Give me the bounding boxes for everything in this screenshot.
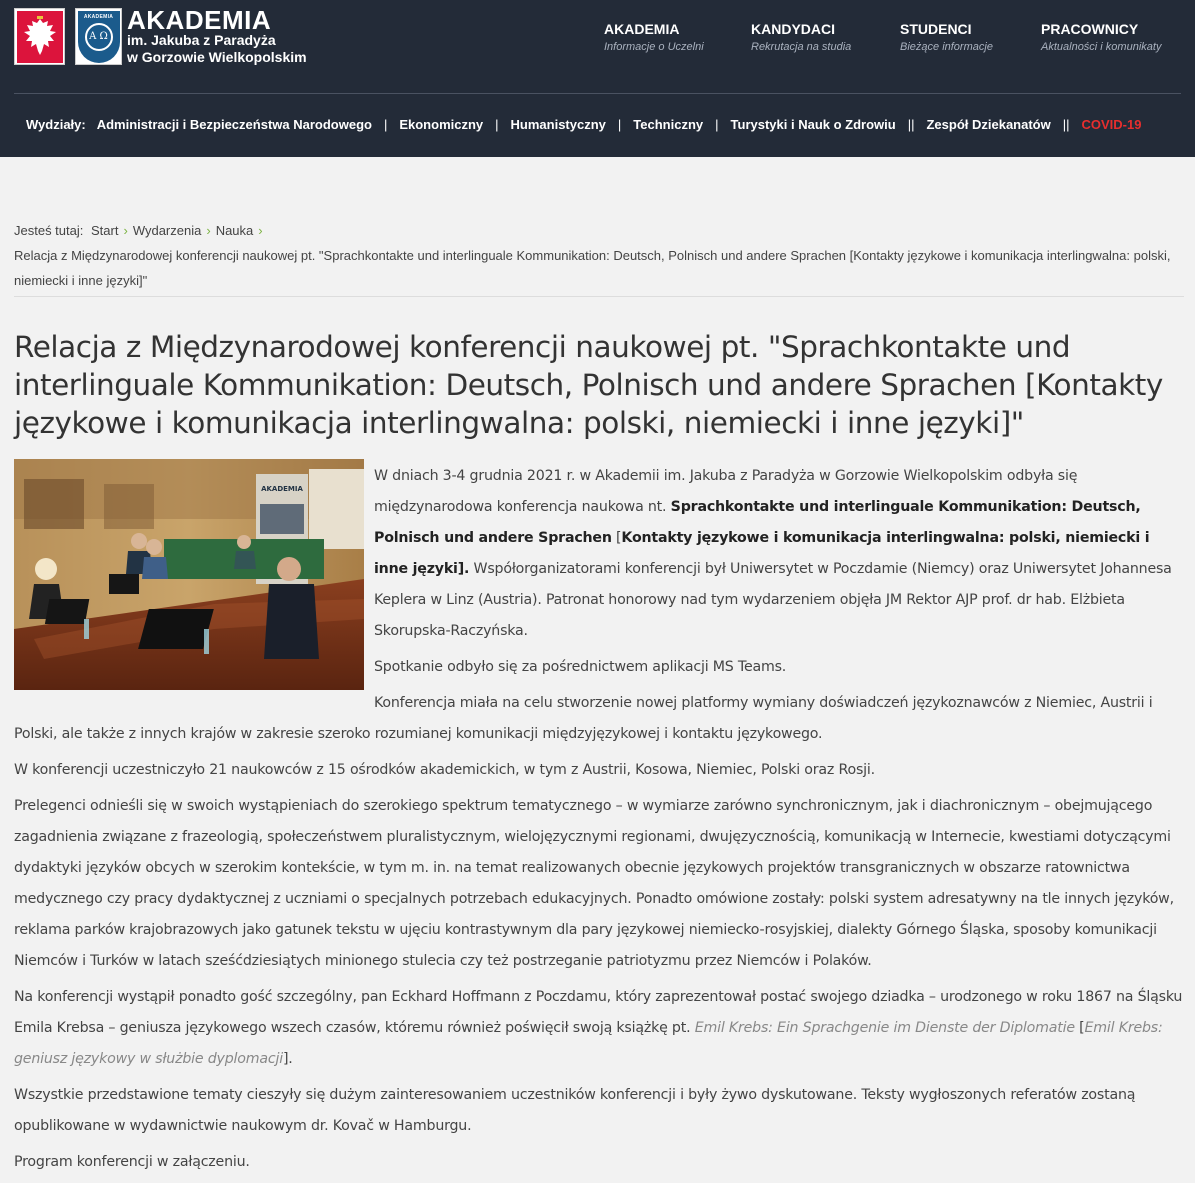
- nav-pracownicy[interactable]: PRACOWNICY Aktualności i komunikaty: [1041, 21, 1162, 53]
- main-nav: [604, 20, 1161, 56]
- site-header: [0, 0, 1195, 157]
- breadcrumb-wydarzenia[interactable]: Wydarzenia: [132, 223, 202, 238]
- faculties-nav: Wydziały: Administracji i Bezpieczeństwa Narodowego | Ekonomiczny | Humanistyczny | Techniczny | Turystyki i Nauk o Zdrowiu || Zespół Dziekanatów || COVID-19: [26, 117, 1142, 132]
- chevron-right-icon: ›: [258, 223, 263, 238]
- nav-kandydaci[interactable]: KANDYDACI Rekrutacja na studia: [751, 21, 852, 53]
- logo-line1: im. Jakuba z Paradyża: [127, 32, 276, 48]
- breadcrumb-nauka[interactable]: Nauka: [215, 223, 254, 238]
- breadcrumb-label: Jesteś tutaj:: [14, 223, 84, 238]
- faculty-link-ekonomiczny[interactable]: Ekonomiczny: [399, 117, 484, 132]
- faculty-link-administracji[interactable]: Administracji i Bezpieczeństwa Narodowego: [96, 117, 372, 132]
- nav-akademia[interactable]: AKADEMIA Informacje o Uczelni: [604, 21, 704, 53]
- dean-office-link[interactable]: Zespół Dziekanatów: [926, 117, 1051, 132]
- crest-text: AKADEMIA: [83, 13, 114, 20]
- header-divider: [14, 93, 1181, 94]
- article-paragraph: Prelegenci odnieśli się w swoich wystąpieniach do szerokiego spektrum tematycznego – w wymiarze zarówno synchronicznym, jak i diachronicznym – obejmującego zagadnienia związane z frazeologią, społeczeństwem pluralistycznym, wielojęzycznymi regionami, dwujęzycznością, komunikacją w Internecie, kwestiami dotyczącymi dydaktyki języków obcych w szerokim kontekście, w tym m. in. na temat realizowanych obecnie językowych projektów transgranicznych w obszarze ratownictwa medycznego czy pracy dydaktycznej z uczniami o specjalnych potrzebach edukacyjnych. Ponadto omówione zostały: polski system adresatywny na tle innych języków, reklama parków krajobrazowych jako gatunek tekstu w ujęciu kontrastywnym dla pary językowej niemiecko-rosyjskiej, dialekty Górnego Śląska, sposoby komunikacji Niemców i Turków w latach sześćdziesiątych minionego stulecia czy też postrzeganie patriotyzmu przez Niemców i Polaków.: [14, 798, 1174, 969]
- breadcrumb: [14, 218, 1184, 293]
- faculty-link-techniczny[interactable]: Techniczny: [633, 117, 704, 132]
- faculties-label: Wydziały:: [26, 117, 86, 132]
- article-paragraph: Wszystkie przedstawione tematy cieszyły się dużym zainteresowaniem uczestników konferencji i były żywo dyskutowane. Teksty wygłoszonych referatów zostaną opublikowane w wydawnictwie naukowym dr. Kovač w Hamburgu.: [14, 1087, 1136, 1134]
- article-body: [14, 461, 1184, 1183]
- academy-crest-icon: AKADEMIA Α Ω: [75, 8, 122, 65]
- breadcrumb-current: Relacja z Międzynarodowej konferencji naukowej pt. "Sprachkontakte und interlinguale Kommunikation: Deutsch, Polnisch und andere Sprachen [Kontakty językowe i komunikacja interlingwalna: polski, niemiecki i inne języki]": [14, 248, 1171, 288]
- chevron-right-icon: ›: [206, 223, 211, 238]
- article-paragraph: Na konferencji wystąpił ponadto gość szczególny, pan Eckhard Hoffmann z Poczdamu, który zaprezentował postać swojego dziadka – urodzonego w roku 1867 na Śląsku Emila Krebsa – geniusza językowego wszech czasów, któremu również poświęcił swoją książkę pt. Emil Krebs: Ein Sprachgenie im Dienste der Diplomatie [Emil Krebs: geniusz językowy w służbie dyplomacji].: [14, 989, 1183, 1067]
- banner-text: AKADEMIA: [261, 485, 303, 493]
- article-paragraph: Program konferencji w załączeniu.: [14, 1154, 250, 1170]
- nav-studenci[interactable]: STUDENCI Bieżące informacje: [900, 21, 993, 53]
- faculty-link-humanistyczny[interactable]: Humanistyczny: [510, 117, 606, 132]
- faculty-link-turystyki[interactable]: Turystyki i Nauk o Zdrowiu: [730, 117, 896, 132]
- logo-title: AKADEMIA: [127, 5, 272, 35]
- article-title: Relacja z Międzynarodowej konferencji naukowej pt. "Sprachkontakte und interlinguale Kommunikation: Deutsch, Polnisch und andere Sprachen [Kontakty językowe i komunikacja interlingwalna: polski, niemiecki i inne języki]": [14, 330, 1163, 440]
- covid-link[interactable]: COVID-19: [1081, 117, 1142, 132]
- article-paragraph: W dniach 3-4 grudnia 2021 r. w Akademii im. Jakuba z Paradyża w Gorzowie Wielkopolskim odbyła się międzynarodowa konferencja naukowa nt. Sprachkontakte und interlinguale Kommunikation: Deutsch, Polnisch und andere Sprachen [Kontakty językowe i komunikacja interlingwalna: polski, niemiecki i inne języki]. Współorganizatorami konferencji był Uniwersytet w Poczdamie (Niemcy) oraz Uniwersytet Johannesa Keplera w Linz (Austria). Patronat honorowy nad tym wydarzeniem objęła JM Rektor AJP prof. dr hab. Elżbieta Skorupska-Raczyńska.: [374, 468, 1172, 639]
- breadcrumb-start[interactable]: Start: [91, 223, 119, 238]
- logo[interactable]: [14, 5, 307, 66]
- article-paragraph: Konferencja miała na celu stworzenie nowej platformy wymiany doświadczeń językoznawców z Niemiec, Austrii i Polski, ale także z innych krajów w zakresie szeroko rozumianej komunikacji międzyjęzykowej i kontaktu językowego.: [14, 695, 1153, 742]
- chevron-right-icon: ›: [123, 223, 128, 238]
- logo-line2: w Gorzowie Wielkopolskim: [127, 49, 307, 65]
- article-paragraph: W konferencji uczestniczyło 21 naukowców z 15 ośrodków akademickich, w tym z Austrii, Kosowa, Niemiec, Polski oraz Rosji.: [14, 762, 875, 778]
- article-paragraph: Spotkanie odbyło się za pośrednictwem aplikacji MS Teams.: [374, 659, 787, 675]
- breadcrumb-divider: [14, 296, 1184, 297]
- polish-eagle-emblem-icon: [14, 8, 65, 65]
